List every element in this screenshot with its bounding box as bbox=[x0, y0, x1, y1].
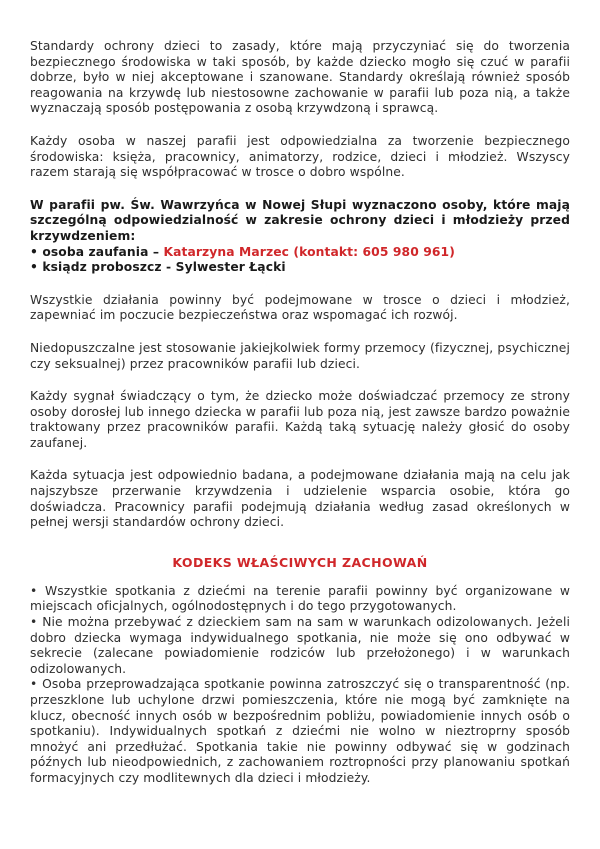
paragraph-no-violence: Niedopuszczalne jest stosowanie jakiejkolwiek formy przemocy (fizycznej, psychicznej czy seksualnej) przez pracowników parafii lub dzieci. bbox=[30, 340, 570, 371]
paragraph-investigation: Każda sytuacja jest odpowiednio badana, a podejmowane działania mają na celu jak najszybsze przerwanie krzywdzenia i udzielenie wsparcia osobie, która go doświadcza. Pracownicy parafii podejmują działania według zasad określonych w pełnej wersji standardów ochrony dzieci. bbox=[30, 468, 570, 530]
trusted-person-prefix: • osoba zaufania – bbox=[30, 244, 164, 259]
paragraph-standards-definition: Standardy ochrony dzieci to zasady, które mają przyczyniać się do tworzenia bezpiecznego środowiska w taki sposób, by każde dziecko mogło się czuć w parafii dobrze, było w niej akceptowane i szanowane. Standardy określają również sposób reagowania na krzywdę lub niestosowne zachowanie w parafii lub poza nią, a także wyznaczają sposób postępowania z osobą krzywdzoną i sprawcą. bbox=[30, 39, 570, 116]
designated-persons-intro: W parafii pw. Św. Wawrzyńca w Nowej Słupi wyznaczono osoby, które mają szczególną odpowiedzialność w zakresie ochrony dzieci i młodzieży przed krzywdzeniem: bbox=[30, 197, 570, 243]
paragraph-signal-reporting: Każdy sygnał świadczący o tym, że dziecko może doświadczać przemocy ze strony osoby dorosłej lub innego dziecka w parafii lub poza nią, jest zawsze bardzo poważnie traktowany przez pracowników parafii. Każdą taką sytuację należy głosić do osoby zaufanej. bbox=[30, 389, 570, 450]
parish-priest-line: • ksiądz proboszcz - Sylwester Łącki bbox=[30, 260, 286, 275]
designated-persons-block bbox=[30, 198, 570, 276]
trusted-person-contact: Katarzyna Marzec (kontakt: 605 980 961) bbox=[163, 244, 455, 259]
section-title-code-of-conduct: KODEKS WŁAŚCIWYCH ZACHOWAŃ bbox=[172, 554, 428, 570]
code-of-conduct-item: • Osoba przeprowadzająca spotkanie powinna zatroszczyć się o transparentność (np. przeszklone lub uchylone drzwi pomieszczenia, które nie mogą być zamknięte na klucz, obecność innych osób w bezpośrednim pobliżu, powiadomienie innych osób o spotkaniu). Indywidualnych spotkań z dziećmi nie wolno w nieztroprny sposób mnożyć ani przedłużać. Spotkania takie nie powinny odbywać się w godzinach późnych lub nieodpowiednich, z zachowaniem roztropności przy planowaniu spotkań formacyjnych czy modlitewnych dla dzieci i młodzieży. bbox=[30, 677, 570, 785]
paragraph-shared-responsibility: Każdy osoba w naszej parafii jest odpowiedzialna za tworzenie bezpiecznego środowiska: księża, pracownicy, animatorzy, rodzice, dzieci i młodzież. Wszyscy razem starają się współpracować w trosce o dobro wspólne. bbox=[30, 133, 570, 180]
code-of-conduct-item: • Wszystkie spotkania z dziećmi na terenie parafii powinny być organizowane w miejscach oficjalnych, ogólnodostępnych i do tego przygotowanych. bbox=[30, 583, 570, 614]
paragraph-actions-care: Wszystkie działania powinny być podejmowane w trosce o dzieci i młodzież, zapewniać im poczucie bezpieczeństwa oraz wspomagać ich rozwój. bbox=[30, 292, 570, 323]
code-of-conduct-item: • Nie można przebywać z dzieckiem sam na sam w warunkach odizolowanych. Jeżeli dobro dziecka wymaga indywidualnego spotkania, nie może się ono odbywać w sekrecie (zalecane powiadomienie rodziców lub przełożonego) i w warunkach odizolowanych. bbox=[30, 615, 570, 676]
code-of-conduct-list bbox=[30, 584, 570, 787]
document-page bbox=[30, 39, 570, 787]
trusted-person-line bbox=[30, 245, 570, 261]
